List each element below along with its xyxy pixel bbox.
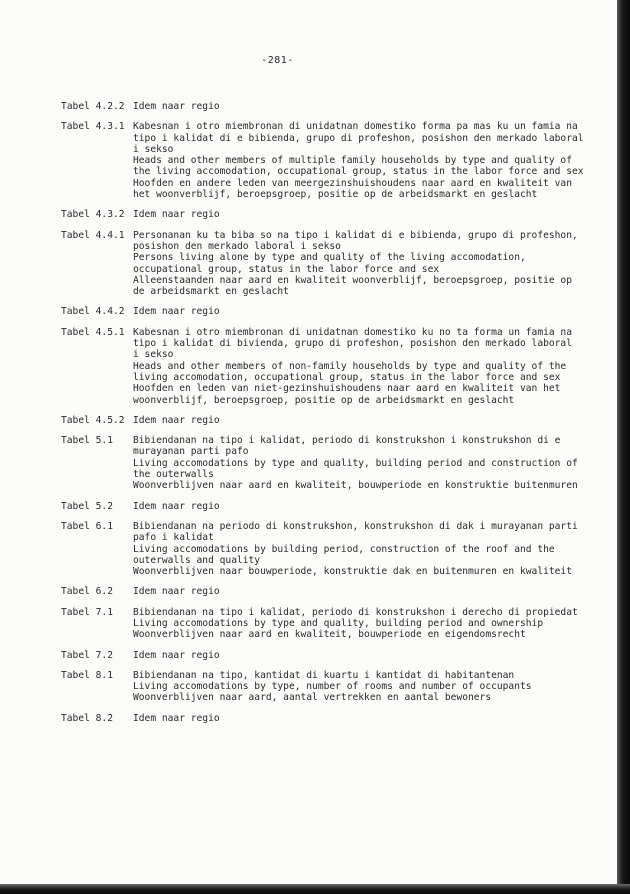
description-line: murayanan parti pafo	[133, 446, 249, 458]
description-line: Bibiendanan na tipo i kalidat, periodo di konstrukshon i derecho di propiedat	[133, 606, 578, 618]
table-number: Tabel 4.4.1	[61, 229, 125, 241]
table-entry	[61, 415, 561, 426]
description-line: Living accomodations by building period, construction of the roof and the	[133, 543, 555, 555]
description-line: Woonverblijven naar bouwperiode, konstruktie dak en buitenmuren en kwaliteit	[133, 566, 572, 578]
table-description	[133, 670, 561, 704]
table-number: Tabel 7.1	[61, 606, 113, 618]
description-line: Alleenstaanden naar aard en kwaliteit woonverblijf, beroepsgroep, positie op	[133, 274, 572, 286]
table-entry	[61, 121, 584, 201]
table-description	[133, 521, 578, 577]
description-line: Personanan ku ta biba so na tipo i kalidat di e bibienda, grupo di profeshon,	[133, 229, 578, 241]
description-line: Woonverblijven naar aard en kwaliteit, bouwperiode en eigendomsrecht	[133, 629, 526, 641]
table-number: Tabel 6.1	[61, 520, 113, 532]
table-entry	[61, 229, 578, 298]
table-number: Tabel 8.2	[61, 712, 113, 724]
description-line: posishon den merkado laboral i sekso	[133, 240, 341, 252]
table-entry	[61, 650, 561, 661]
table-description	[133, 101, 561, 112]
table-description	[133, 230, 578, 298]
description-line: i sekso	[133, 143, 174, 155]
description-line: Persons living alone by type and quality of the living accomodation,	[133, 252, 526, 264]
description-line: Idem naar regio	[133, 586, 220, 598]
table-entry	[61, 586, 561, 597]
description-line: Bibiendanan na tipo, kantidat di kuartu i kantidat di habitantenan	[133, 669, 515, 681]
table-number: Tabel 4.3.2	[61, 209, 125, 221]
description-line: the outerwalls	[133, 469, 214, 481]
table-description	[133, 415, 561, 426]
table-description	[133, 607, 578, 641]
description-line: Idem naar regio	[133, 101, 220, 112]
table-entry	[61, 209, 561, 220]
table-description	[133, 501, 561, 512]
description-line: de arbeidsmarkt en geslacht	[133, 286, 289, 298]
table-entry	[61, 606, 578, 641]
description-line: tipo i kalidat di bivienda, grupo di profeshon, posishon den merkado laboral	[133, 338, 572, 350]
description-line: i sekso	[133, 349, 174, 361]
description-line: pafo i kalidat	[133, 532, 214, 544]
table-description	[133, 586, 561, 597]
description-line: Kabesnan i otro miembronan di unidatnan domestiko forma pa mas ku un famia na	[133, 121, 578, 133]
table-entry	[61, 713, 561, 724]
description-line: Woonverblijven naar aard en kwaliteit, bouwperiode en konstruktie buitenmuren	[133, 480, 578, 492]
scan-edge-right	[617, 0, 630, 894]
table-number: Tabel 5.1	[61, 435, 113, 447]
description-line: tipo i kalidat di e bibienda, grupo di profeshon, posishon den merkado laboral	[133, 132, 584, 144]
table-number: Tabel 8.1	[61, 669, 113, 681]
description-line: Heads and other members of non-family households by type and quality of the	[133, 360, 567, 372]
scan-edge-bottom	[0, 884, 630, 894]
table-description	[133, 306, 561, 317]
description-line: woonverblijf, beroepsgroep, positie op de arbeidsmarkt en geslacht	[133, 394, 515, 406]
table-list	[61, 101, 584, 733]
description-line: Bibiendanan na periodo di konstrukshon, konstrukshon di dak i murayanan parti	[133, 520, 578, 532]
table-number: Tabel 4.5.2	[61, 414, 125, 426]
description-line: Idem naar regio	[133, 649, 220, 661]
table-description	[133, 121, 584, 200]
description-line: Living accomodations by type, number of rooms and number of occupants	[133, 681, 532, 693]
table-entry	[61, 435, 578, 492]
description-line: occupational group, status in the labor force and sex	[133, 263, 440, 275]
description-line: living accomodation, occupational group, status in the labor force and sex	[133, 371, 561, 383]
table-description	[133, 650, 561, 661]
table-description	[133, 209, 561, 220]
table-number: Tabel 7.2	[61, 649, 113, 661]
description-line: outerwalls and quality	[133, 554, 261, 566]
table-number: Tabel 4.2.2	[61, 101, 125, 112]
description-line: Hoofden en andere leden van meergezinshuishoudens naar aard en kwaliteit van	[133, 177, 572, 189]
description-line: Idem naar regio	[133, 414, 220, 426]
description-line: Kabesnan i otro miembronan di unidatnan domestiko ku no ta forma un famia na	[133, 326, 572, 338]
table-entry	[61, 501, 561, 512]
table-number: Tabel 4.3.1	[61, 121, 125, 133]
table-number: Tabel 4.4.2	[61, 306, 125, 318]
description-line: Idem naar regio	[133, 209, 220, 221]
description-line: Heads and other members of multiple family households by type and quality of	[133, 155, 572, 167]
description-line: Bibiendanan na tipo i kalidat, periodo di konstrukshon i konstrukshon di e	[133, 435, 561, 447]
table-number: Tabel 5.2	[61, 500, 113, 512]
table-entry	[61, 101, 561, 112]
description-line: Idem naar regio	[133, 500, 220, 512]
table-number: Tabel 6.2	[61, 586, 113, 598]
table-number: Tabel 4.5.1	[61, 326, 125, 338]
table-description	[133, 713, 561, 724]
table-entry	[61, 326, 572, 406]
description-line: Living accomodations by type and quality, building period and construction of	[133, 457, 578, 469]
description-line: the living accomodation, occupational group, status in the labor force and sex	[133, 166, 584, 178]
table-entry	[61, 670, 561, 704]
table-entry	[61, 306, 561, 317]
page-number: -281-	[261, 55, 294, 66]
table-description	[133, 327, 572, 406]
description-line: het woonverblijf, beroepsgroep, positie op de arbeidsmarkt en geslacht	[133, 189, 538, 201]
description-line: Living accomodations by type and quality, building period and ownership	[133, 617, 544, 629]
table-description	[133, 435, 578, 491]
description-line: Hoofden en leden van niet-gezinshuishoudens naar aard en kwaliteit van het	[133, 383, 561, 395]
description-line: Idem naar regio	[133, 306, 220, 318]
description-line: Idem naar regio	[133, 712, 220, 724]
table-entry	[61, 520, 578, 578]
description-line: Woonverblijven naar aard, aantal vertrekken en aantal bewoners	[133, 692, 492, 704]
